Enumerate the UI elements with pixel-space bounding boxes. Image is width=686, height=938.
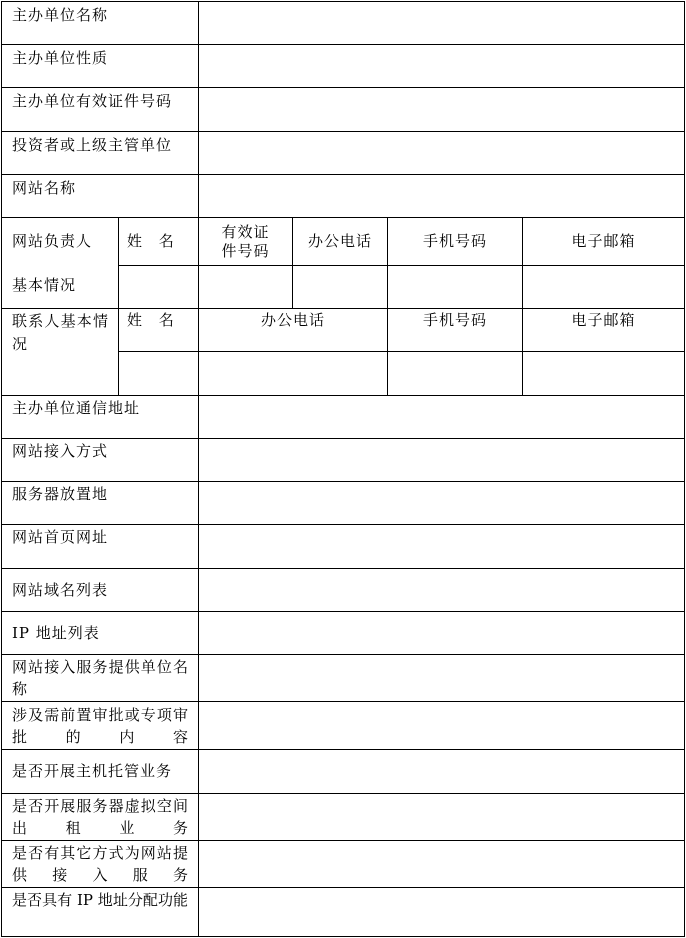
server-location-label: 服务器放置地	[12, 485, 109, 503]
label-cell	[1, 887, 199, 937]
contact-header-office-phone: 办公电话	[260, 311, 325, 329]
label-cell	[1, 395, 199, 439]
ip-allocation-label: 是否具有 IP 地址分配功能	[12, 891, 188, 909]
contact-header-mobile: 手机号码	[422, 311, 487, 329]
label-cell	[1, 131, 199, 175]
label-cell	[1, 611, 199, 655]
label-cell	[1, 217, 119, 309]
access-method-field[interactable]	[198, 438, 685, 482]
label-cell	[1, 654, 199, 702]
site-name-label: 网站名称	[12, 179, 77, 197]
owner-header-name: 姓 名	[127, 232, 180, 250]
owner-header-mobile-cell	[387, 217, 523, 266]
owner-header-office-phone-cell	[292, 217, 388, 266]
access-provider-field[interactable]	[198, 654, 685, 702]
investor-field[interactable]	[198, 131, 685, 175]
homepage-url-field[interactable]	[198, 524, 685, 569]
site-owner-label-line1: 网站负责人	[12, 232, 93, 250]
owner-header-email: 电子邮箱	[571, 232, 636, 250]
sponsor-name-field[interactable]	[198, 1, 685, 45]
server-location-field[interactable]	[198, 481, 685, 525]
contact-header-email: 电子邮箱	[571, 311, 636, 329]
ip-list-field[interactable]	[198, 611, 685, 655]
hosting-label: 是否开展主机托管业务	[12, 762, 173, 780]
virtual-space-label: 是否开展服务器虚拟空间出租业务	[12, 797, 188, 837]
ip-allocation-field[interactable]	[198, 887, 685, 937]
contact-email-field[interactable]	[522, 351, 685, 396]
label-cell	[1, 44, 199, 88]
label-cell	[1, 174, 199, 218]
owner-header-email-cell	[522, 217, 685, 266]
other-access-field[interactable]	[198, 840, 685, 888]
contact-office-phone-field[interactable]	[198, 351, 388, 396]
owner-email-field[interactable]	[522, 265, 685, 309]
access-provider-label: 网站接入服务提供单位名称	[12, 658, 188, 698]
contact-header-name-cell	[118, 308, 199, 352]
sponsor-nature-field[interactable]	[198, 44, 685, 88]
owner-cert-field[interactable]	[198, 265, 293, 309]
ip-list-label: IP 地址列表	[12, 624, 100, 642]
other-access-label: 是否有其它方式为网站提供接入服务	[12, 844, 188, 884]
pre-approval-field[interactable]	[198, 701, 685, 750]
contact-name-field[interactable]	[118, 351, 199, 396]
label-cell	[1, 568, 199, 612]
label-cell	[1, 840, 199, 888]
site-name-field[interactable]	[198, 174, 685, 218]
contact-header-mobile-cell	[387, 308, 523, 352]
virtual-space-field[interactable]	[198, 793, 685, 841]
access-method-label: 网站接入方式	[12, 442, 109, 460]
owner-header-cert-cell	[198, 217, 293, 266]
homepage-url-label: 网站首页网址	[12, 528, 109, 546]
domain-list-label: 网站域名列表	[12, 581, 109, 599]
owner-header-mobile: 手机号码	[422, 232, 487, 250]
site-owner-label-line2: 基本情况	[12, 276, 77, 294]
sponsor-address-field[interactable]	[198, 395, 685, 439]
label-cell	[1, 87, 199, 132]
hosting-field[interactable]	[198, 749, 685, 794]
owner-office-phone-field[interactable]	[292, 265, 388, 309]
contact-mobile-field[interactable]	[387, 351, 523, 396]
contact-header-office-phone-cell	[198, 308, 388, 352]
sponsor-address-label: 主办单位通信地址	[12, 399, 141, 417]
owner-header-name-cell	[118, 217, 199, 266]
label-cell	[1, 481, 199, 525]
sponsor-name-label: 主办单位名称	[12, 6, 109, 24]
contact-header-name: 姓 名	[127, 311, 180, 329]
owner-header-office-phone: 办公电话	[307, 232, 372, 250]
label-cell	[1, 1, 199, 45]
sponsor-cert-field[interactable]	[198, 87, 685, 132]
contact-label: 联系人基本情况	[12, 312, 108, 353]
investor-label: 投资者或上级主管单位	[12, 136, 173, 154]
sponsor-cert-label: 主办单位有效证件号码	[12, 92, 173, 110]
label-cell	[1, 438, 199, 482]
owner-mobile-field[interactable]	[387, 265, 523, 309]
label-cell	[1, 524, 199, 569]
label-cell	[1, 701, 199, 750]
label-cell	[1, 793, 199, 841]
owner-name-field[interactable]	[118, 265, 199, 309]
sponsor-nature-label: 主办单位性质	[12, 49, 109, 67]
pre-approval-label: 涉及需前置审批或专项审批的内容	[12, 706, 188, 746]
contact-header-email-cell	[522, 308, 685, 352]
label-cell	[1, 308, 119, 396]
domain-list-field[interactable]	[198, 568, 685, 612]
owner-header-cert: 有效证件号码	[221, 222, 270, 260]
label-cell	[1, 749, 199, 794]
